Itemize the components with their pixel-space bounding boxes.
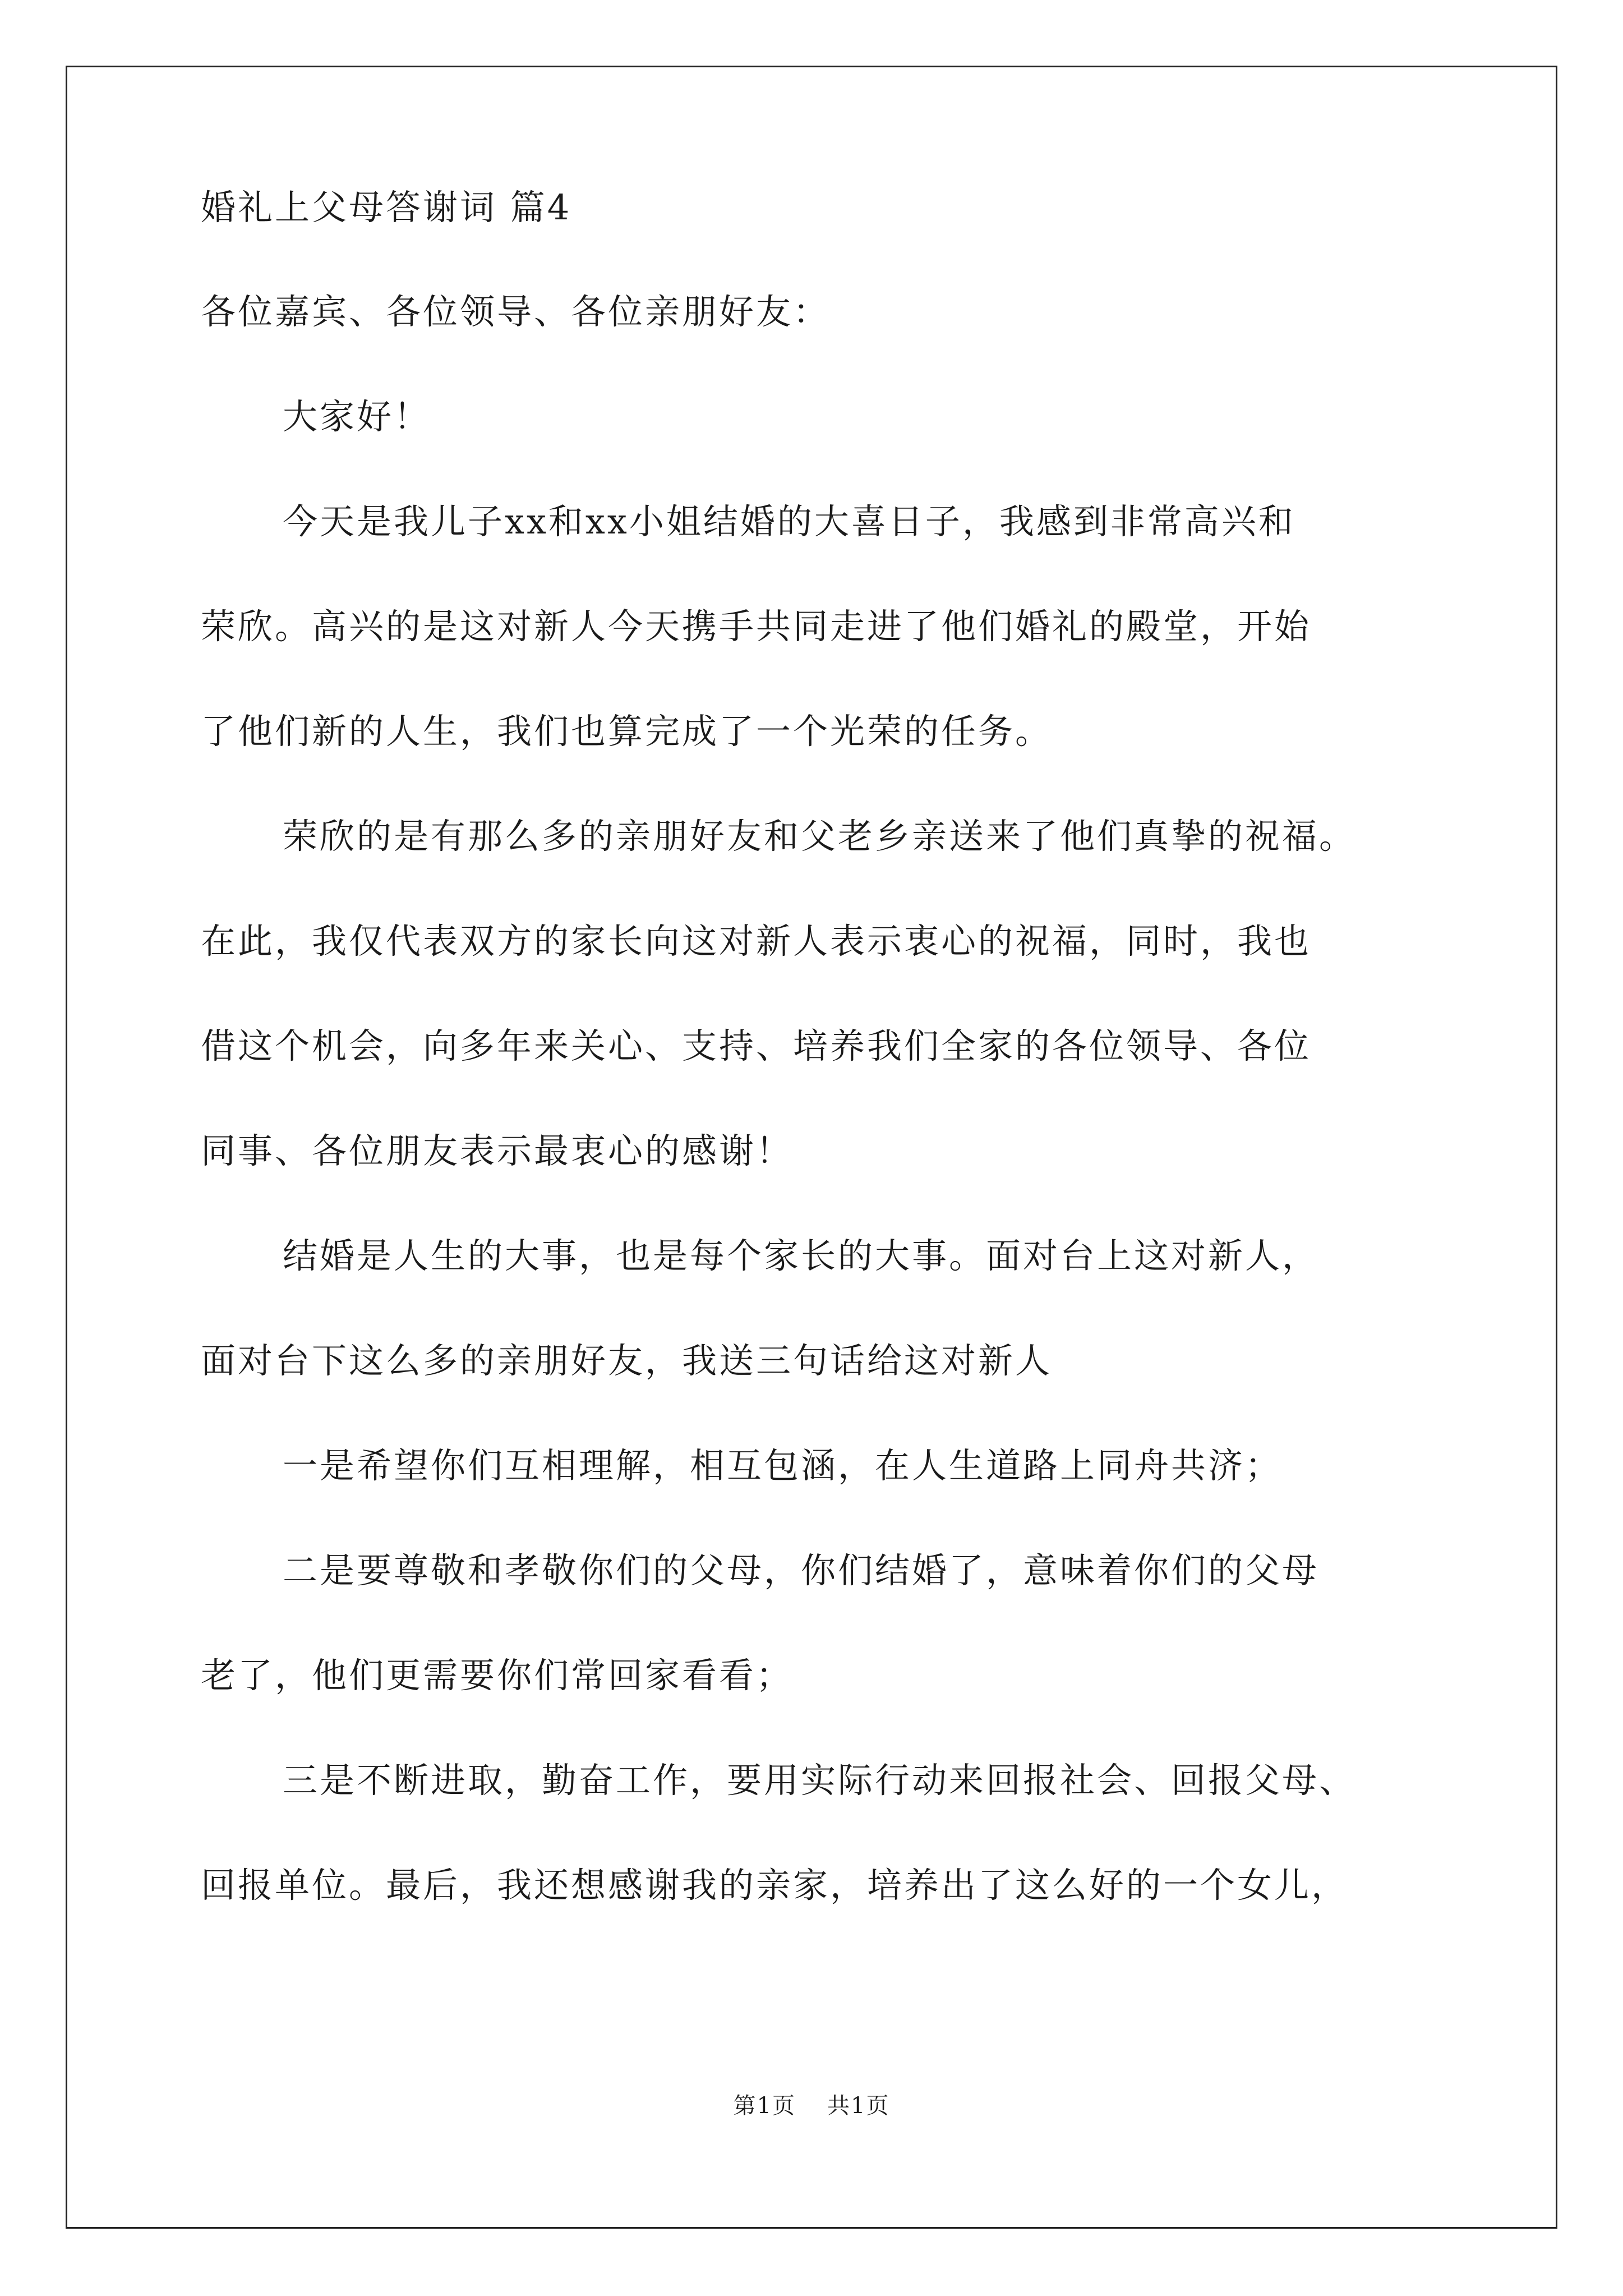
page-number-total: 共1页 [827, 2093, 890, 2119]
paragraph-line: 二是要尊敬和孝敬你们的父母，你们结婚了，意味着你们的父母 [283, 1550, 1320, 1591]
paragraph-line: 老了，他们更需要你们常回家看看； [201, 1655, 794, 1696]
paragraph-line: 荣欣的是有那么多的亲朋好友和父老乡亲送来了他们真挚的祝福。 [283, 816, 1357, 857]
paragraph-line: 结婚是人生的大事，也是每个家长的大事。面对台上这对新人， [283, 1235, 1320, 1276]
paragraph-line: 同事、各位朋友表示最衷心的感谢！ [201, 1130, 794, 1171]
paragraph-line: 回报单位。最后，我还想感谢我的亲家，培养出了这么好的一个女儿， [201, 1865, 1349, 1906]
paragraph-line: 荣欣。高兴的是这对新人今天携手共同走进了他们婚礼的殿堂，开始 [201, 606, 1312, 647]
paragraph-line: 了他们新的人生，我们也算完成了一个光荣的任务。 [201, 711, 1053, 752]
page-footer [0, 2089, 1623, 2123]
page-number-current: 第1页 [733, 2093, 796, 2119]
paragraph-line: 三是不断进取，勤奋工作，要用实际行动来回报社会、回报父母、 [283, 1760, 1357, 1801]
document-title: 婚礼上父母答谢词 篇4 [201, 187, 572, 228]
paragraph-line: 今天是我儿子xx和xx小姐结婚的大喜日子，我感到非常高兴和 [283, 501, 1295, 542]
paragraph-line: 大家好！ [283, 396, 431, 437]
paragraph-line: 借这个机会，向多年来关心、支持、培养我们全家的各位领导、各位 [201, 1025, 1312, 1066]
paragraph-line: 面对台下这么多的亲朋好友，我送三句话给这对新人 [201, 1340, 1053, 1381]
paragraph-line: 一是希望你们互相理解，相互包涵，在人生道路上同舟共济； [283, 1445, 1283, 1486]
salutation: 各位嘉宾、各位领导、各位亲朋好友： [201, 291, 831, 332]
paragraph-line: 在此，我仅代表双方的家长向这对新人表示衷心的祝福，同时，我也 [201, 921, 1312, 961]
